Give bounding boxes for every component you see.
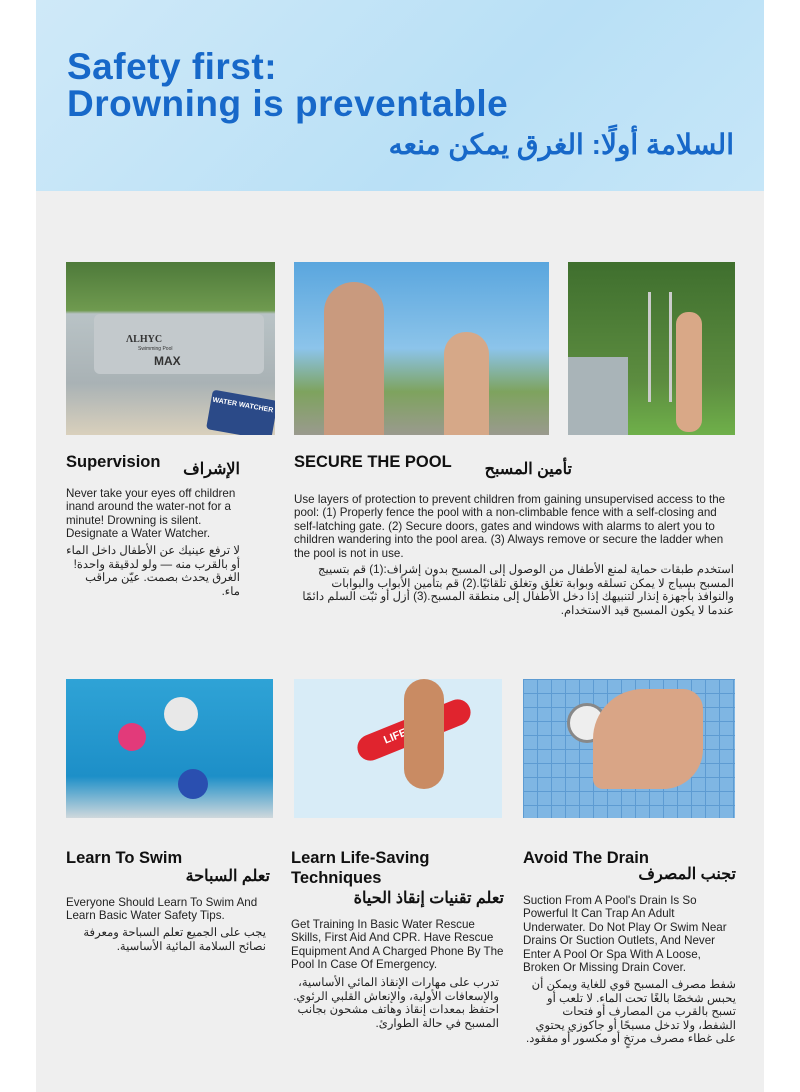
learn-swim-text-ar: يجب على الجميع تعلم السباحة ومعرفة نصائح السلامة المائية الأساسية. — [83, 926, 266, 953]
secure-pool-heading: SECURE THE POOL — [294, 453, 452, 471]
avoid-drain-text: Suction From A Pool's Drain Is So Powerful It Can Trap An Adult Underwater. Do Not Play Or Swim Near Drains Or Suction Outlets, And Never Enter A Pool Or Spa With A Loose, Broken Or Missing Drain Cover. — [523, 894, 727, 975]
drain-illustration — [523, 679, 735, 818]
secure-pool-text: Use layers of protection to prevent children from gaining unsupervised access to the pool: (1) Properly fence the pool with a non-climbable fence with a self-closing and self-latching gate. (2) Secure doors, gates and windows with alarms to alert you to children wandering into the pool area. (3) Always remove or secure the ladder when the pool is not in use. — [294, 493, 726, 560]
supervision-text-ar: لا ترفع عينيك عن الأطفال داخل الماء أو بالقرب منه — ولو لدقيقة واحدة! الغرق يحدث بصمت. عيّن مراقب ماء. — [66, 544, 240, 598]
avoid-drain-text-ar: شفط مصرف المسبح قوي للغاية ويمكن أن يحبس شخصًا بالغًا تحت الماء. لا تلعب أو تسبح بالقرب من المصارف أو فتحات الشفط، ولا تدخل مسبحًا أو جاكوزي يحتوي على غطاء مصرف مرتخٍ أو مكسور أو مفقود. — [525, 978, 736, 1046]
infographic-sheet — [36, 0, 764, 1092]
secure-pool-heading-ar: تأمين المسبح — [484, 461, 572, 478]
supervision-photo — [66, 262, 275, 435]
lifeguard-illustration — [294, 679, 502, 818]
page-title-arabic: السلامة أولًا: الغرق يمكن منعه — [388, 129, 734, 160]
pool-model-label: MAX — [154, 354, 181, 368]
learn-swim-photo — [66, 679, 273, 818]
header-banner — [36, 0, 764, 191]
life-saving-heading: Learn Life-Saving Techniques — [291, 849, 430, 887]
title-line-1: Safety first: — [67, 46, 278, 87]
title-line-2: Drowning is preventable — [67, 83, 509, 124]
ladder-photo — [568, 262, 735, 435]
life-saving-text: Get Training In Basic Water Rescue Skills, First Aid And CPR. Have Rescue Equipment And A Charged Phone By The Pool In Case Of Emergency. — [291, 918, 504, 972]
pool-sub-label: Swimming Pool — [138, 346, 173, 352]
life-saving-text-ar: تدرب على مهارات الإنقاذ المائي الأساسية، والإسعافات الأولية، والإنعاش القلبي الرئوي. احتفظ بمعدات إنقاذ وهاتف مشحون بجانب المسبح في حالة الطوارئ. — [293, 976, 499, 1030]
avoid-drain-heading: Avoid The Drain — [523, 849, 649, 867]
page-title — [67, 48, 508, 122]
learn-swim-heading-ar: تعلم السباحة — [185, 868, 270, 885]
secure-pool-photo — [294, 262, 549, 435]
learn-swim-text: Everyone Should Learn To Swim And Learn Basic Water Safety Tips. — [66, 896, 258, 923]
water-watcher-badge: WATER WATCHER — [211, 396, 274, 415]
secure-pool-text-ar: استخدم طبقات حماية لمنع الأطفال من الوصول إلى المسبح بدون إشراف:(1) قم بتسييج المسبح بسياج لا يمكن تسلقه وبوابة تغلق وتغلق تلقائيًا.(2) قم بتأمين الأبواب والبوابات والنوافذ بأجهزة إنذار لتنبيهك إذا دخل الأطفال إلى منطقة المسبح.(3) أزل أو ثبّت السلم دائمًا عندما لا يكون المسبح قيد الاستخدام. — [302, 563, 734, 617]
supervision-heading-ar: الإشراف — [183, 461, 240, 478]
life-saving-heading-ar: تعلم تقنيات إنقاذ الحياة — [353, 890, 504, 907]
supervision-text: Never take your eyes off children inand around the water-not for a minute! Drowning is silent. Designate a Water Watcher. — [66, 487, 236, 541]
avoid-drain-heading-ar: تجنب المصرف — [638, 866, 736, 883]
learn-swim-heading: Learn To Swim — [66, 849, 183, 867]
pool-brand-label: ΛLHYC — [126, 334, 163, 345]
supervision-heading: Supervision — [66, 453, 161, 471]
